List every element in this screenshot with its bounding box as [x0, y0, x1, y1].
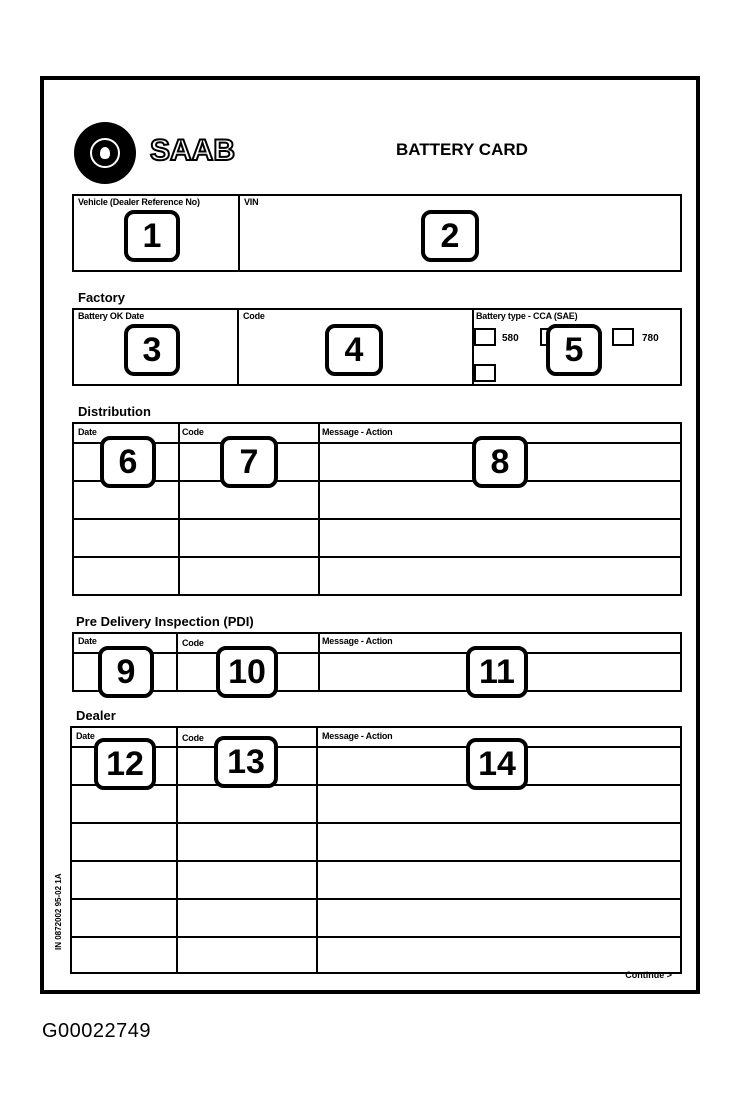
vehicle-ref-label: Vehicle (Dealer Reference No): [78, 197, 200, 207]
callout-2: 2: [421, 210, 479, 262]
callout-7: 7: [220, 436, 278, 488]
factory-code-label: Code: [243, 311, 265, 321]
pdi-code-label: Code: [182, 638, 204, 648]
distribution-table: [72, 422, 682, 596]
battery-ok-date-label: Battery OK Date: [78, 311, 145, 321]
dealer-message-label: Message - Action: [322, 731, 393, 741]
dealer-code-label: Code: [182, 733, 204, 743]
pdi-message-label: Message - Action: [322, 636, 393, 646]
pdi-date-label: Date: [78, 636, 97, 646]
figure-id: G00022749: [42, 1020, 152, 1042]
callout-11: 11: [466, 646, 528, 698]
callout-12: 12: [94, 738, 156, 790]
saab-scania-logo-icon: [74, 122, 136, 184]
battery-card: [40, 76, 700, 994]
callout-4: 4: [325, 324, 383, 376]
battery-type-580-checkbox[interactable]: [474, 328, 496, 346]
dealer-date-label: Date: [76, 731, 95, 741]
distribution-code-label: Code: [182, 427, 204, 437]
battery-type-label: Battery type - CCA (SAE): [476, 311, 578, 321]
brand-name: SAAB: [150, 134, 236, 167]
continue-label: Continue >: [625, 970, 672, 980]
form-serial-number: IN 0872002 95-02 1A: [54, 873, 63, 950]
callout-5: 5: [546, 324, 602, 376]
card-title: BATTERY CARD: [396, 140, 528, 159]
pdi-section-title: Pre Delivery Inspection (PDI): [76, 614, 254, 629]
battery-type-other-checkbox[interactable]: [474, 364, 496, 382]
factory-section-title: Factory: [78, 290, 125, 305]
callout-14: 14: [466, 738, 528, 790]
callout-3: 3: [124, 324, 180, 376]
battery-type-780-checkbox[interactable]: [612, 328, 634, 346]
callout-1: 1: [124, 210, 180, 262]
distribution-message-label: Message - Action: [322, 427, 393, 437]
callout-10: 10: [216, 646, 278, 698]
callout-9: 9: [98, 646, 154, 698]
vin-label: VIN: [244, 197, 259, 207]
battery-type-780-label: 780: [642, 333, 659, 344]
distribution-section-title: Distribution: [78, 404, 151, 419]
callout-8: 8: [472, 436, 528, 488]
battery-type-580-label: 580: [502, 333, 519, 344]
dealer-section-title: Dealer: [76, 708, 116, 723]
callout-6: 6: [100, 436, 156, 488]
distribution-date-label: Date: [78, 427, 97, 437]
callout-13: 13: [214, 736, 278, 788]
